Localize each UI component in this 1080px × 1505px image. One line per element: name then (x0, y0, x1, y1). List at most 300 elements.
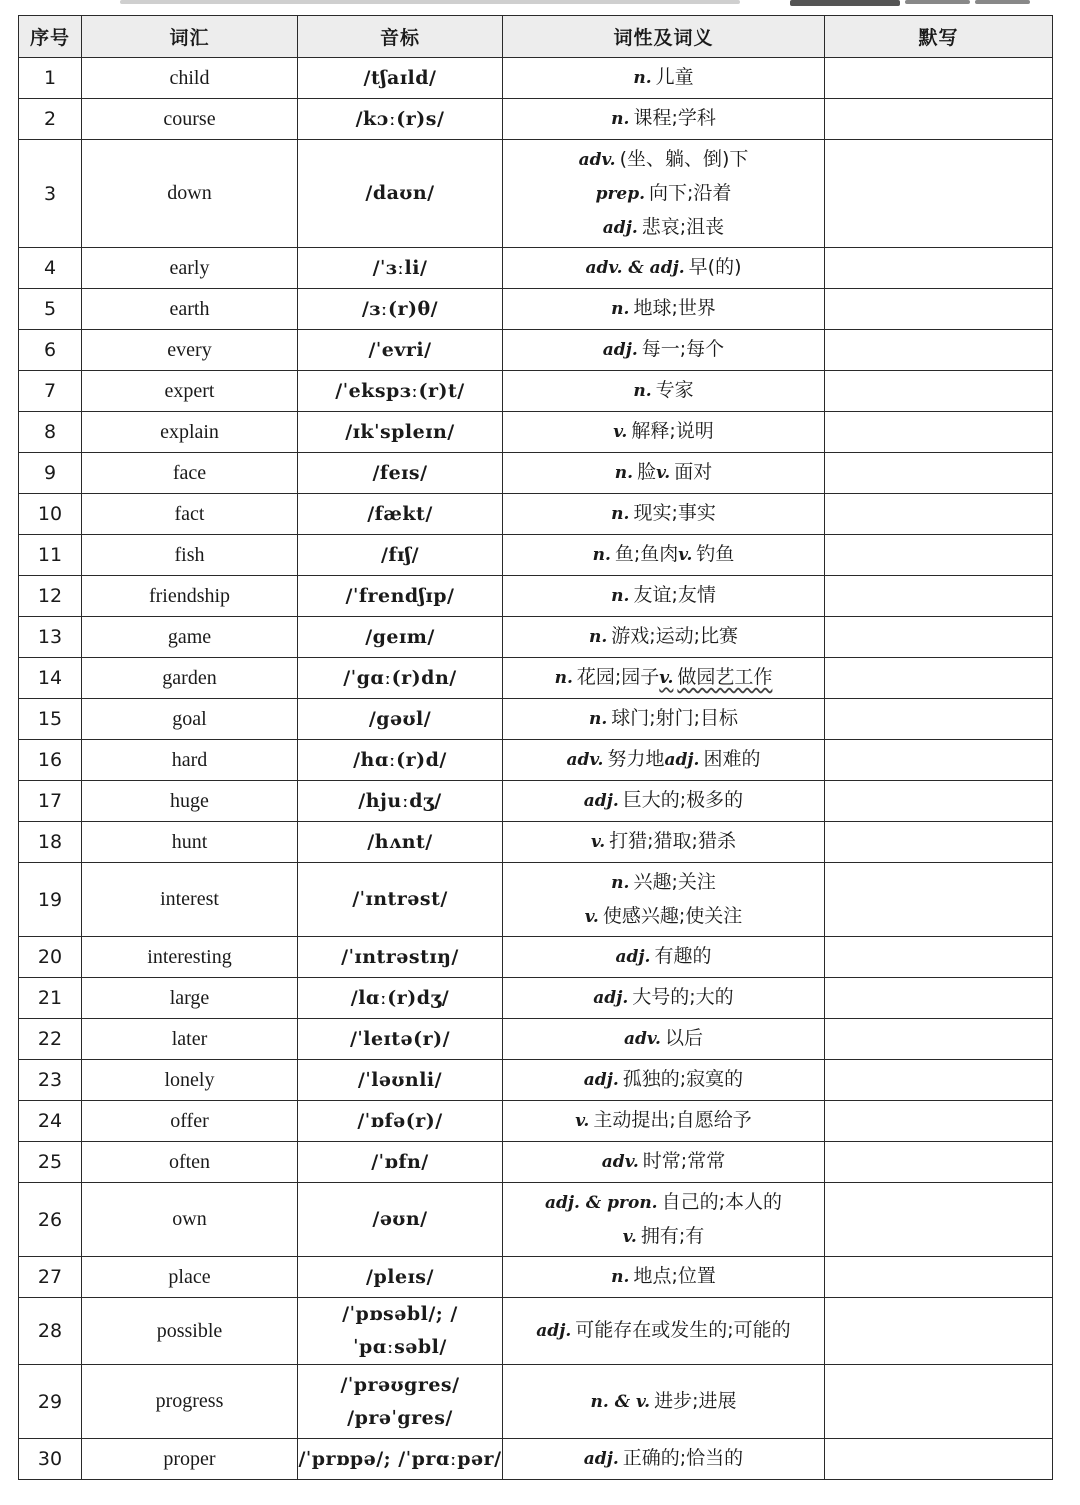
dictation-blank (825, 412, 1053, 453)
part-of-speech: n. (588, 709, 608, 729)
dictation-blank (825, 1298, 1053, 1365)
part-of-speech: n. (588, 627, 608, 647)
meaning-text: (坐、躺、倒)下 (619, 147, 749, 170)
definition-line (503, 620, 824, 654)
meaning-text: 游戏;运动;比赛 (611, 625, 739, 647)
part-of-speech: adv. (623, 1029, 661, 1049)
definition-cell (503, 937, 825, 978)
part-of-speech: v. (575, 1111, 590, 1131)
table-row (19, 1365, 1053, 1439)
phonetic: /fækt/ (367, 502, 433, 525)
phonetic: /gəʊl/ (368, 707, 432, 730)
table-row (19, 1101, 1053, 1142)
table-row (19, 937, 1053, 978)
phonetic-cell (298, 937, 503, 978)
part-of-speech: n. (592, 545, 611, 565)
vocab-word: own (82, 1183, 298, 1257)
definition-cell (503, 453, 825, 494)
row-number: 7 (19, 371, 82, 412)
vocab-word: later (82, 1019, 298, 1060)
part-of-speech: adj. (602, 340, 638, 360)
vocab-word: interesting (82, 937, 298, 978)
vocabulary-table (18, 15, 1053, 1480)
table-row (19, 412, 1053, 453)
definition-line (503, 866, 824, 900)
vocab-word: fact (82, 494, 298, 535)
part-of-speech: n. (633, 381, 652, 401)
table-row (19, 371, 1053, 412)
phonetic: /ˈekspɜː(r)t/ (335, 379, 465, 402)
part-of-speech: adv. (601, 1152, 639, 1172)
row-number: 4 (19, 248, 82, 289)
dictation-blank (825, 371, 1053, 412)
part-of-speech: adj. & pron. (544, 1192, 658, 1213)
phonetic-cell (298, 978, 503, 1019)
meaning-text: 课程;学科 (633, 107, 716, 129)
vocab-word: earth (82, 289, 298, 330)
meaning-text: 主动提出;自愿给予 (593, 1109, 752, 1131)
dictation-blank (825, 289, 1053, 330)
table-row (19, 863, 1053, 937)
vocab-word: down (82, 140, 298, 248)
phonetic-cell (298, 1183, 503, 1257)
part-of-speech: n. & v. (590, 1391, 651, 1412)
meaning-text: 钓鱼 (696, 543, 735, 565)
definition-line (503, 661, 824, 695)
part-of-speech: adj. (583, 1070, 619, 1090)
row-number: 2 (19, 99, 82, 140)
definition-line (503, 415, 824, 449)
dictation-blank (825, 658, 1053, 699)
dictation-blank (825, 1439, 1053, 1480)
row-number: 26 (19, 1183, 82, 1257)
phonetic-cell (298, 99, 503, 140)
dictation-blank (825, 937, 1053, 978)
table-row (19, 1060, 1053, 1101)
definition-cell (503, 1101, 825, 1142)
table-row (19, 978, 1053, 1019)
meaning-text: 使感兴趣;使关注 (602, 904, 743, 927)
part-of-speech: adj. (593, 988, 629, 1008)
dictation-blank (825, 781, 1053, 822)
vocab-word: interest (82, 863, 298, 937)
meaning-text: 可能存在或发生的;可能的 (575, 1319, 791, 1341)
meaning-text: 每一;每个 (641, 338, 725, 360)
row-number: 13 (19, 617, 82, 658)
dictation-blank (825, 494, 1053, 535)
row-number: 10 (19, 494, 82, 535)
phonetic-cell (298, 140, 503, 248)
phonetic: /ˈɪntrəstɪŋ/ (341, 945, 459, 968)
dictation-blank (825, 1060, 1053, 1101)
phonetic-cell (298, 1019, 503, 1060)
dictation-blank (825, 1183, 1053, 1257)
table-row (19, 140, 1053, 248)
phonetic-cell (298, 1101, 503, 1142)
row-number: 23 (19, 1060, 82, 1101)
part-of-speech: adj. (602, 217, 638, 238)
phonetic: /lɑː(r)dʒ/ (350, 986, 450, 1009)
phonetic: /ˈgɑː(r)dn/ (343, 666, 457, 689)
row-number: 21 (19, 978, 82, 1019)
row-number: 28 (19, 1298, 82, 1365)
part-of-speech: adj. (664, 750, 700, 770)
dictation-blank (825, 99, 1053, 140)
vocab-word: course (82, 99, 298, 140)
row-number: 16 (19, 740, 82, 781)
meaning-text: 打猎;猎取;猎杀 (609, 830, 736, 852)
definition-line (503, 374, 824, 408)
row-number: 20 (19, 937, 82, 978)
part-of-speech: v. (659, 668, 674, 688)
phonetic: /hjuːdʒ/ (358, 789, 442, 812)
phonetic-cell (298, 1142, 503, 1183)
header-phonetic: 音标 (298, 16, 503, 58)
meaning-text: 专家 (655, 379, 694, 401)
definition-line (503, 825, 824, 859)
meaning-text: 地球;世界 (633, 297, 716, 319)
part-of-speech: n. (611, 872, 630, 893)
definition-cell (503, 289, 825, 330)
table-row (19, 617, 1053, 658)
row-number: 8 (19, 412, 82, 453)
dictation-blank (825, 1142, 1053, 1183)
part-of-speech: n. (633, 68, 652, 88)
definition-line (503, 1220, 824, 1254)
definition-line (503, 1385, 824, 1419)
definition-line (503, 1314, 824, 1348)
definition-line (503, 743, 824, 777)
meaning-text: 拥有;有 (640, 1224, 705, 1247)
phonetic: /prəˈgres/ (347, 1406, 453, 1429)
meaning-text: 球门;射门;目标 (611, 707, 739, 729)
part-of-speech: adv. & adj. (585, 258, 685, 278)
cropped-header-strip (0, 0, 1080, 14)
row-number: 29 (19, 1365, 82, 1439)
table-row (19, 99, 1053, 140)
vocab-word: lonely (82, 1060, 298, 1101)
table-row (19, 822, 1053, 863)
row-number: 15 (19, 699, 82, 740)
meaning-text: 早(的) (688, 256, 742, 278)
meaning-text: 以后 (664, 1027, 703, 1049)
row-number: 9 (19, 453, 82, 494)
phonetic-cell (298, 863, 503, 937)
meaning-text: 鱼;鱼肉 (614, 543, 679, 565)
definition-cell (503, 1183, 825, 1257)
header-definition: 词性及词义 (503, 16, 825, 58)
meaning-text: 时常;常常 (642, 1150, 726, 1172)
meaning-text: 困难的 (703, 748, 761, 770)
definition-cell (503, 140, 825, 248)
part-of-speech: adv. (566, 750, 604, 770)
row-number: 6 (19, 330, 82, 371)
definition-cell (503, 822, 825, 863)
definition-line (503, 1063, 824, 1097)
definition-cell (503, 699, 825, 740)
vocab-word: face (82, 453, 298, 494)
table-row (19, 289, 1053, 330)
part-of-speech: adj. (583, 791, 619, 811)
phonetic-cell (298, 453, 503, 494)
definition-line (503, 102, 824, 136)
header-index: 序号 (19, 16, 82, 58)
meaning-text: 花园;园子 (576, 666, 660, 688)
vocab-word: hunt (82, 822, 298, 863)
row-number: 5 (19, 289, 82, 330)
phonetic: /pleɪs/ (366, 1265, 434, 1288)
dictation-blank (825, 699, 1053, 740)
phonetic: /əʊn/ (372, 1208, 428, 1230)
dictation-blank (825, 822, 1053, 863)
meaning-text: 兴趣;关注 (633, 870, 716, 893)
table-row (19, 740, 1053, 781)
dictation-blank (825, 58, 1053, 99)
dictation-blank (825, 1257, 1053, 1298)
part-of-speech: n. (614, 463, 634, 483)
phonetic: /kɔː(r)s/ (355, 107, 445, 130)
row-number: 14 (19, 658, 82, 699)
definition-cell (503, 740, 825, 781)
part-of-speech: adj. (615, 947, 651, 967)
meaning-text: 面对 (674, 461, 713, 483)
phonetic-cell (298, 781, 503, 822)
phonetic-cell (298, 371, 503, 412)
definition-line (503, 61, 824, 95)
definition-cell (503, 576, 825, 617)
vocab-word: every (82, 330, 298, 371)
definition-cell (503, 535, 825, 576)
table-header-row (19, 16, 1053, 58)
phonetic-cell (298, 1365, 503, 1439)
definition-cell (503, 978, 825, 1019)
phonetic: /ˈɜːli/ (372, 256, 428, 279)
definition-cell (503, 1298, 825, 1365)
phonetic: /ˈprɒpə/; /ˈprɑːpər/ (298, 1447, 502, 1470)
definition-cell (503, 1439, 825, 1480)
vocab-word: explain (82, 412, 298, 453)
part-of-speech: n. (611, 504, 630, 524)
meaning-text: 正确的;恰当的 (622, 1447, 744, 1469)
definition-cell (503, 1142, 825, 1183)
definition-cell (503, 1019, 825, 1060)
row-number: 22 (19, 1019, 82, 1060)
phonetic-cell (298, 412, 503, 453)
definition-cell (503, 371, 825, 412)
phonetic-cell (298, 1439, 503, 1480)
vocab-word: early (82, 248, 298, 289)
dictation-blank (825, 1365, 1053, 1439)
header-word: 词汇 (82, 16, 298, 58)
definition-line (503, 981, 824, 1015)
table-row (19, 494, 1053, 535)
header-dictation: 默写 (825, 16, 1053, 58)
phonetic-cell (298, 617, 503, 658)
phonetic-cell (298, 699, 503, 740)
definition-cell (503, 248, 825, 289)
vocab-word: hard (82, 740, 298, 781)
vocab-word: expert (82, 371, 298, 412)
definition-line (503, 177, 824, 211)
phonetic: /geɪm/ (365, 625, 435, 648)
phonetic: /fɪʃ/ (380, 543, 420, 566)
vocab-word: fish (82, 535, 298, 576)
vocab-word: progress (82, 1365, 298, 1439)
meaning-text: 大号的;大的 (632, 986, 734, 1008)
phonetic: /ɜː(r)θ/ (361, 297, 439, 320)
vocab-word: garden (82, 658, 298, 699)
definition-line (503, 456, 824, 490)
phonetic-cell (298, 330, 503, 371)
dictation-blank (825, 140, 1053, 248)
definition-cell (503, 494, 825, 535)
part-of-speech: v. (613, 422, 628, 442)
definition-line (503, 143, 824, 177)
table-row (19, 1257, 1053, 1298)
table-row (19, 1142, 1053, 1183)
table-row (19, 1019, 1053, 1060)
meaning-text: 现实;事实 (633, 502, 716, 524)
phonetic-cell (298, 535, 503, 576)
vocab-word: game (82, 617, 298, 658)
dictation-blank (825, 978, 1053, 1019)
definition-cell (503, 1365, 825, 1439)
table-row (19, 330, 1053, 371)
definition-line (503, 1260, 824, 1294)
phonetic-cell (298, 576, 503, 617)
definition-cell (503, 863, 825, 937)
phonetic-cell (298, 740, 503, 781)
definition-line (503, 1186, 824, 1220)
vocab-word: possible (82, 1298, 298, 1365)
definition-line (503, 497, 824, 531)
dictation-blank (825, 330, 1053, 371)
vocab-word: place (82, 1257, 298, 1298)
part-of-speech: v. (622, 1226, 637, 1247)
definition-line (503, 251, 824, 285)
definition-line (503, 538, 824, 572)
phonetic: /daʊn/ (365, 182, 435, 204)
dictation-blank (825, 248, 1053, 289)
phonetic-cell (298, 58, 503, 99)
vocab-word: large (82, 978, 298, 1019)
phonetic: /ˈpɒsəbl/; /ˈpɑːsəbl/ (342, 1303, 458, 1358)
part-of-speech: v. (591, 832, 606, 852)
table-row (19, 535, 1053, 576)
definition-line (503, 1145, 824, 1179)
table-row (19, 781, 1053, 822)
phonetic: /hɑː(r)d/ (353, 748, 447, 771)
definition-cell (503, 412, 825, 453)
definition-cell (503, 99, 825, 140)
row-number: 24 (19, 1101, 82, 1142)
phonetic-cell (298, 494, 503, 535)
phonetic: /ˈɒfə(r)/ (357, 1109, 443, 1132)
phonetic-cell (298, 658, 503, 699)
meaning-text: 向下;沿着 (649, 181, 732, 204)
part-of-speech: v. (656, 463, 671, 483)
meaning-text: 解释;说明 (631, 420, 714, 442)
vocab-word: proper (82, 1439, 298, 1480)
phonetic: /ˈevri/ (368, 338, 432, 361)
dictation-blank (825, 453, 1053, 494)
definition-line (503, 333, 824, 367)
row-number: 19 (19, 863, 82, 937)
meaning-text: 友谊;友情 (633, 584, 716, 606)
phonetic-cell (298, 1298, 503, 1365)
definition-cell (503, 330, 825, 371)
meaning-text: 巨大的;极多的 (622, 789, 744, 811)
definition-line (503, 1442, 824, 1476)
meaning-text: 进步;进展 (654, 1389, 737, 1412)
part-of-speech: n. (611, 1267, 630, 1287)
meaning-text: 儿童 (655, 66, 694, 88)
part-of-speech: adj. (536, 1321, 572, 1341)
phonetic: /ˈɒfn/ (371, 1150, 429, 1173)
vocab-word: friendship (82, 576, 298, 617)
definition-cell (503, 781, 825, 822)
definition-line (503, 702, 824, 736)
vocab-word: often (82, 1142, 298, 1183)
row-number: 30 (19, 1439, 82, 1480)
dictation-blank (825, 1019, 1053, 1060)
table-row (19, 1298, 1053, 1365)
definition-line (503, 211, 824, 245)
dictation-blank (825, 535, 1053, 576)
table-row (19, 1183, 1053, 1257)
table-row (19, 58, 1053, 99)
vocab-word: goal (82, 699, 298, 740)
part-of-speech: n. (554, 668, 573, 688)
part-of-speech: n. (611, 586, 630, 606)
meaning-text: 自己的;本人的 (661, 1190, 783, 1213)
definition-line (503, 1022, 824, 1056)
definition-cell (503, 1060, 825, 1101)
phonetic-cell (298, 1060, 503, 1101)
phonetic-cell (298, 248, 503, 289)
phonetic: /hʌnt/ (367, 830, 433, 853)
part-of-speech: n. (611, 109, 630, 129)
definition-cell (503, 58, 825, 99)
dictation-blank (825, 863, 1053, 937)
row-number: 11 (19, 535, 82, 576)
definition-line (503, 900, 824, 934)
meaning-text: 努力地 (607, 748, 665, 770)
definition-line (503, 292, 824, 326)
row-number: 17 (19, 781, 82, 822)
table-row (19, 248, 1053, 289)
table-row (19, 1439, 1053, 1480)
part-of-speech: adj. (583, 1449, 619, 1469)
dictation-blank (825, 617, 1053, 658)
phonetic: /ɪkˈspleɪn/ (345, 420, 455, 443)
phonetic: /ˈprəʊgres/ (340, 1373, 460, 1396)
vocab-word: child (82, 58, 298, 99)
meaning-text: 地点;位置 (633, 1265, 716, 1287)
row-number: 3 (19, 140, 82, 248)
definition-line (503, 784, 824, 818)
phonetic-cell (298, 822, 503, 863)
definition-cell (503, 617, 825, 658)
phonetic-cell (298, 289, 503, 330)
dictation-blank (825, 740, 1053, 781)
table-row (19, 453, 1053, 494)
part-of-speech: v. (584, 906, 599, 927)
phonetic: /feɪs/ (372, 461, 428, 484)
part-of-speech: adv. (578, 149, 616, 170)
meaning-text: 孤独的;寂寞的 (622, 1068, 744, 1090)
part-of-speech: prep. (595, 183, 646, 204)
